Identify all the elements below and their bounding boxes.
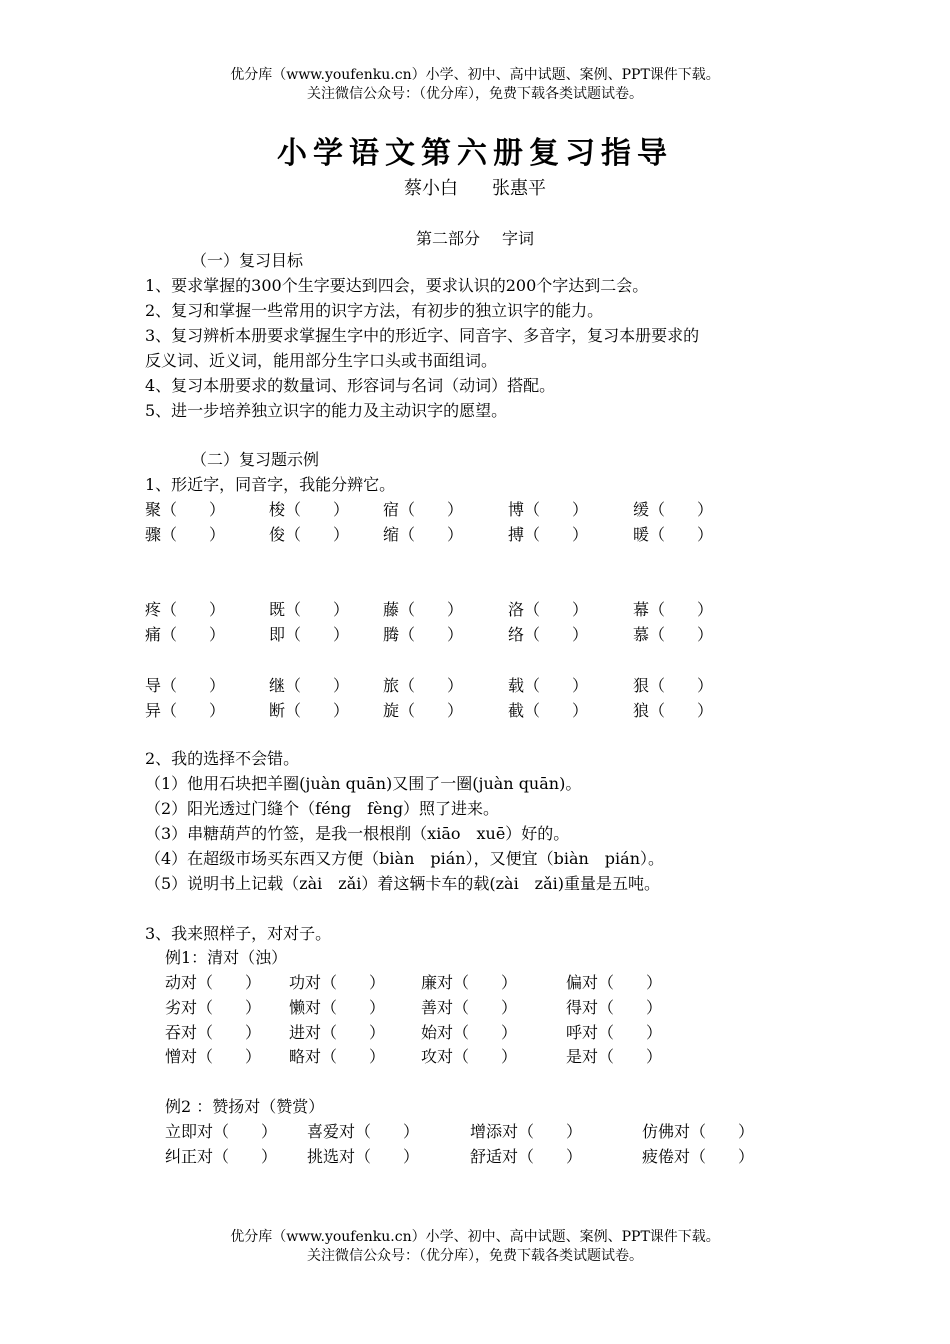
character: 即 — [269, 625, 286, 644]
char-blank-cell — [383, 623, 463, 647]
character: 导 — [145, 676, 162, 695]
character: 宿 — [383, 500, 400, 519]
character: 腾 — [383, 625, 400, 644]
answer-blank: （ ） — [285, 600, 350, 619]
antonym-blank: 攻对（ ） — [421, 1047, 518, 1066]
character: 洛 — [508, 600, 525, 619]
answer-blank: （ ） — [399, 525, 464, 544]
goal-item: 5、进一步培养独立识字的能力及主动识字的愿望。 — [145, 401, 508, 420]
q2-item: （2）阳光透过门缝个（féng fèng）照了进来。 — [145, 799, 500, 818]
char-blank-cell — [145, 699, 225, 723]
character: 既 — [269, 600, 286, 619]
character: 狼 — [633, 701, 650, 720]
synonym-blank: 喜爱对（ ） — [307, 1122, 420, 1141]
antonym-blank: 略对（ ） — [289, 1047, 386, 1066]
character: 旋 — [383, 701, 400, 720]
answer-blank: （ ） — [399, 600, 464, 619]
answer-blank: （ ） — [649, 525, 714, 544]
q2-item: （3）串糖葫芦的竹签，是我一根根削（xiāo xuē）好的。 — [145, 824, 570, 843]
antonym-blank: 进对（ ） — [289, 1023, 386, 1042]
char-blank-cell — [633, 598, 713, 622]
synonym-blank: 疲倦对（ ） — [642, 1147, 755, 1166]
answer-blank: （ ） — [161, 625, 226, 644]
answer-blank: （ ） — [285, 625, 350, 644]
answer-blank: （ ） — [524, 701, 589, 720]
char-blank-cell — [633, 498, 713, 522]
answer-blank: （ ） — [649, 625, 714, 644]
goal-item: 1、要求掌握的300个生字要达到四会，要求认识的200个字达到二会。 — [145, 276, 649, 295]
character: 异 — [145, 701, 162, 720]
answer-blank: （ ） — [649, 600, 714, 619]
examples-heading: （二）复习题示例 — [191, 450, 320, 469]
section-part: 第二部分 — [415, 229, 480, 248]
character: 缓 — [633, 500, 650, 519]
synonym-blank: 舒适对（ ） — [470, 1147, 583, 1166]
character: 络 — [508, 625, 525, 644]
answer-blank: （ ） — [399, 701, 464, 720]
antonym-blank: 得对（ ） — [566, 998, 663, 1017]
char-blank-cell — [145, 598, 225, 622]
answer-blank: （ ） — [161, 676, 226, 695]
goal-item: 4、复习本册要求的数量词、形容词与名词（动词）搭配。 — [145, 376, 556, 395]
char-blank-cell — [633, 699, 713, 723]
character: 狠 — [633, 676, 650, 695]
answer-blank: （ ） — [649, 500, 714, 519]
character: 博 — [508, 500, 525, 519]
char-blank-cell — [383, 674, 463, 698]
antonym-blank: 偏对（ ） — [566, 973, 663, 992]
char-blank-cell — [145, 674, 225, 698]
header-line-2: 关注微信公众号：（优分库），免费下载各类试题试卷。 — [307, 86, 643, 102]
char-blank-cell — [508, 699, 588, 723]
goals-heading: （一）复习目标 — [191, 251, 304, 270]
answer-blank: （ ） — [399, 625, 464, 644]
char-blank-cell — [633, 523, 713, 547]
answer-blank: （ ） — [399, 500, 464, 519]
answer-blank: （ ） — [524, 600, 589, 619]
character: 继 — [269, 676, 286, 695]
antonym-blank: 是对（ ） — [566, 1047, 663, 1066]
q2-item: （1）他用石块把羊圈(juàn quān)又围了一圈(juàn quān)。 — [145, 774, 582, 793]
char-blank-cell — [269, 598, 349, 622]
character: 梭 — [269, 500, 286, 519]
character: 疼 — [145, 600, 162, 619]
antonym-blank: 劣对（ ） — [165, 998, 262, 1017]
goal-item: 反义词、近义词，能用部分生字口头或书面组词。 — [145, 351, 498, 370]
q1-title: 1、形近字，同音字，我能分辨它。 — [145, 475, 396, 494]
answer-blank: （ ） — [524, 625, 589, 644]
character: 载 — [508, 676, 525, 695]
antonym-blank: 吞对（ ） — [165, 1023, 262, 1042]
character: 旅 — [383, 676, 400, 695]
synonym-blank: 增添对（ ） — [470, 1122, 583, 1141]
char-blank-cell — [508, 498, 588, 522]
q2-item: （5）说明书上记载（zài zǎi）着这辆卡车的载(zài zǎi)重量是五吨。 — [145, 874, 661, 893]
character: 聚 — [145, 500, 162, 519]
antonym-blank: 呼对（ ） — [566, 1023, 663, 1042]
character: 断 — [269, 701, 286, 720]
antonym-blank: 憎对（ ） — [165, 1047, 262, 1066]
char-blank-cell — [269, 498, 349, 522]
section-heading — [0, 226, 950, 249]
char-blank-cell — [633, 674, 713, 698]
character: 俊 — [269, 525, 286, 544]
antonym-blank: 善对（ ） — [421, 998, 518, 1017]
character: 痛 — [145, 625, 162, 644]
antonym-blank: 懒对（ ） — [289, 998, 386, 1017]
answer-blank: （ ） — [161, 525, 226, 544]
q2-title: 2、我的选择不会错。 — [145, 749, 300, 768]
answer-blank: （ ） — [524, 525, 589, 544]
synonym-blank: 纠正对（ ） — [165, 1147, 278, 1166]
answer-blank: （ ） — [161, 500, 226, 519]
authors — [0, 174, 950, 200]
antonym-blank: 廉对（ ） — [421, 973, 518, 992]
answer-blank: （ ） — [524, 500, 589, 519]
answer-blank: （ ） — [399, 676, 464, 695]
char-blank-cell — [269, 523, 349, 547]
char-blank-cell — [383, 699, 463, 723]
document-title: 小学语文第六册复习指导 — [277, 136, 673, 171]
character: 搏 — [508, 525, 525, 544]
answer-blank: （ ） — [285, 525, 350, 544]
character: 骤 — [145, 525, 162, 544]
synonym-blank: 立即对（ ） — [165, 1122, 278, 1141]
char-blank-cell — [633, 623, 713, 647]
char-blank-cell — [269, 674, 349, 698]
answer-blank: （ ） — [649, 701, 714, 720]
q3-example-2: 例2 ：赞扬对（赞赏） — [165, 1097, 325, 1116]
goal-item: 3、复习辨析本册要求掌握生字中的形近字、同音字、多音字，复习本册要求的 — [145, 326, 700, 345]
character: 截 — [508, 701, 525, 720]
character: 慕 — [633, 625, 650, 644]
author-1: 蔡小白 — [404, 178, 458, 199]
footer-line-2: 关注微信公众号：（优分库），免费下载各类试题试卷。 — [307, 1248, 643, 1264]
char-blank-cell — [508, 523, 588, 547]
character: 幕 — [633, 600, 650, 619]
synonym-blank: 挑选对（ ） — [307, 1147, 420, 1166]
q2-item: （4）在超级市场买东西又方便（biàn pián），又便宜（biàn pián）。 — [145, 849, 664, 868]
footer-line-1: 优分库（www.youfenku.cn）小学、初中、高中试题、案例、PPT课件下载。 — [230, 1229, 720, 1245]
character: 暖 — [633, 525, 650, 544]
antonym-blank: 功对（ ） — [289, 973, 386, 992]
char-blank-cell — [269, 623, 349, 647]
char-blank-cell — [383, 498, 463, 522]
character: 缩 — [383, 525, 400, 544]
answer-blank: （ ） — [285, 701, 350, 720]
author-2: 张惠平 — [492, 178, 546, 199]
answer-blank: （ ） — [524, 676, 589, 695]
char-blank-cell — [269, 699, 349, 723]
answer-blank: （ ） — [161, 701, 226, 720]
char-blank-cell — [508, 674, 588, 698]
char-blank-cell — [145, 523, 225, 547]
char-blank-cell — [145, 498, 225, 522]
char-blank-cell — [383, 598, 463, 622]
answer-blank: （ ） — [649, 676, 714, 695]
character: 藤 — [383, 600, 400, 619]
char-blank-cell — [508, 598, 588, 622]
goal-item: 2、复习和掌握一些常用的识字方法，有初步的独立识字的能力。 — [145, 301, 604, 320]
antonym-blank: 始对（ ） — [421, 1023, 518, 1042]
page-footer — [0, 1228, 950, 1266]
antonym-blank: 动对（ ） — [165, 973, 262, 992]
header-line-1: 优分库（www.youfenku.cn）小学、初中、高中试题、案例、PPT课件下载。 — [230, 67, 720, 83]
char-blank-cell — [383, 523, 463, 547]
q3-example-1: 例1：清对（浊） — [165, 948, 288, 967]
char-blank-cell — [145, 623, 225, 647]
answer-blank: （ ） — [285, 500, 350, 519]
answer-blank: （ ） — [285, 676, 350, 695]
synonym-blank: 仿佛对（ ） — [642, 1122, 755, 1141]
page-header — [0, 66, 950, 104]
char-blank-cell — [508, 623, 588, 647]
answer-blank: （ ） — [161, 600, 226, 619]
q3-title: 3、我来照样子，对对子。 — [145, 924, 332, 943]
section-topic: 字词 — [502, 229, 535, 248]
